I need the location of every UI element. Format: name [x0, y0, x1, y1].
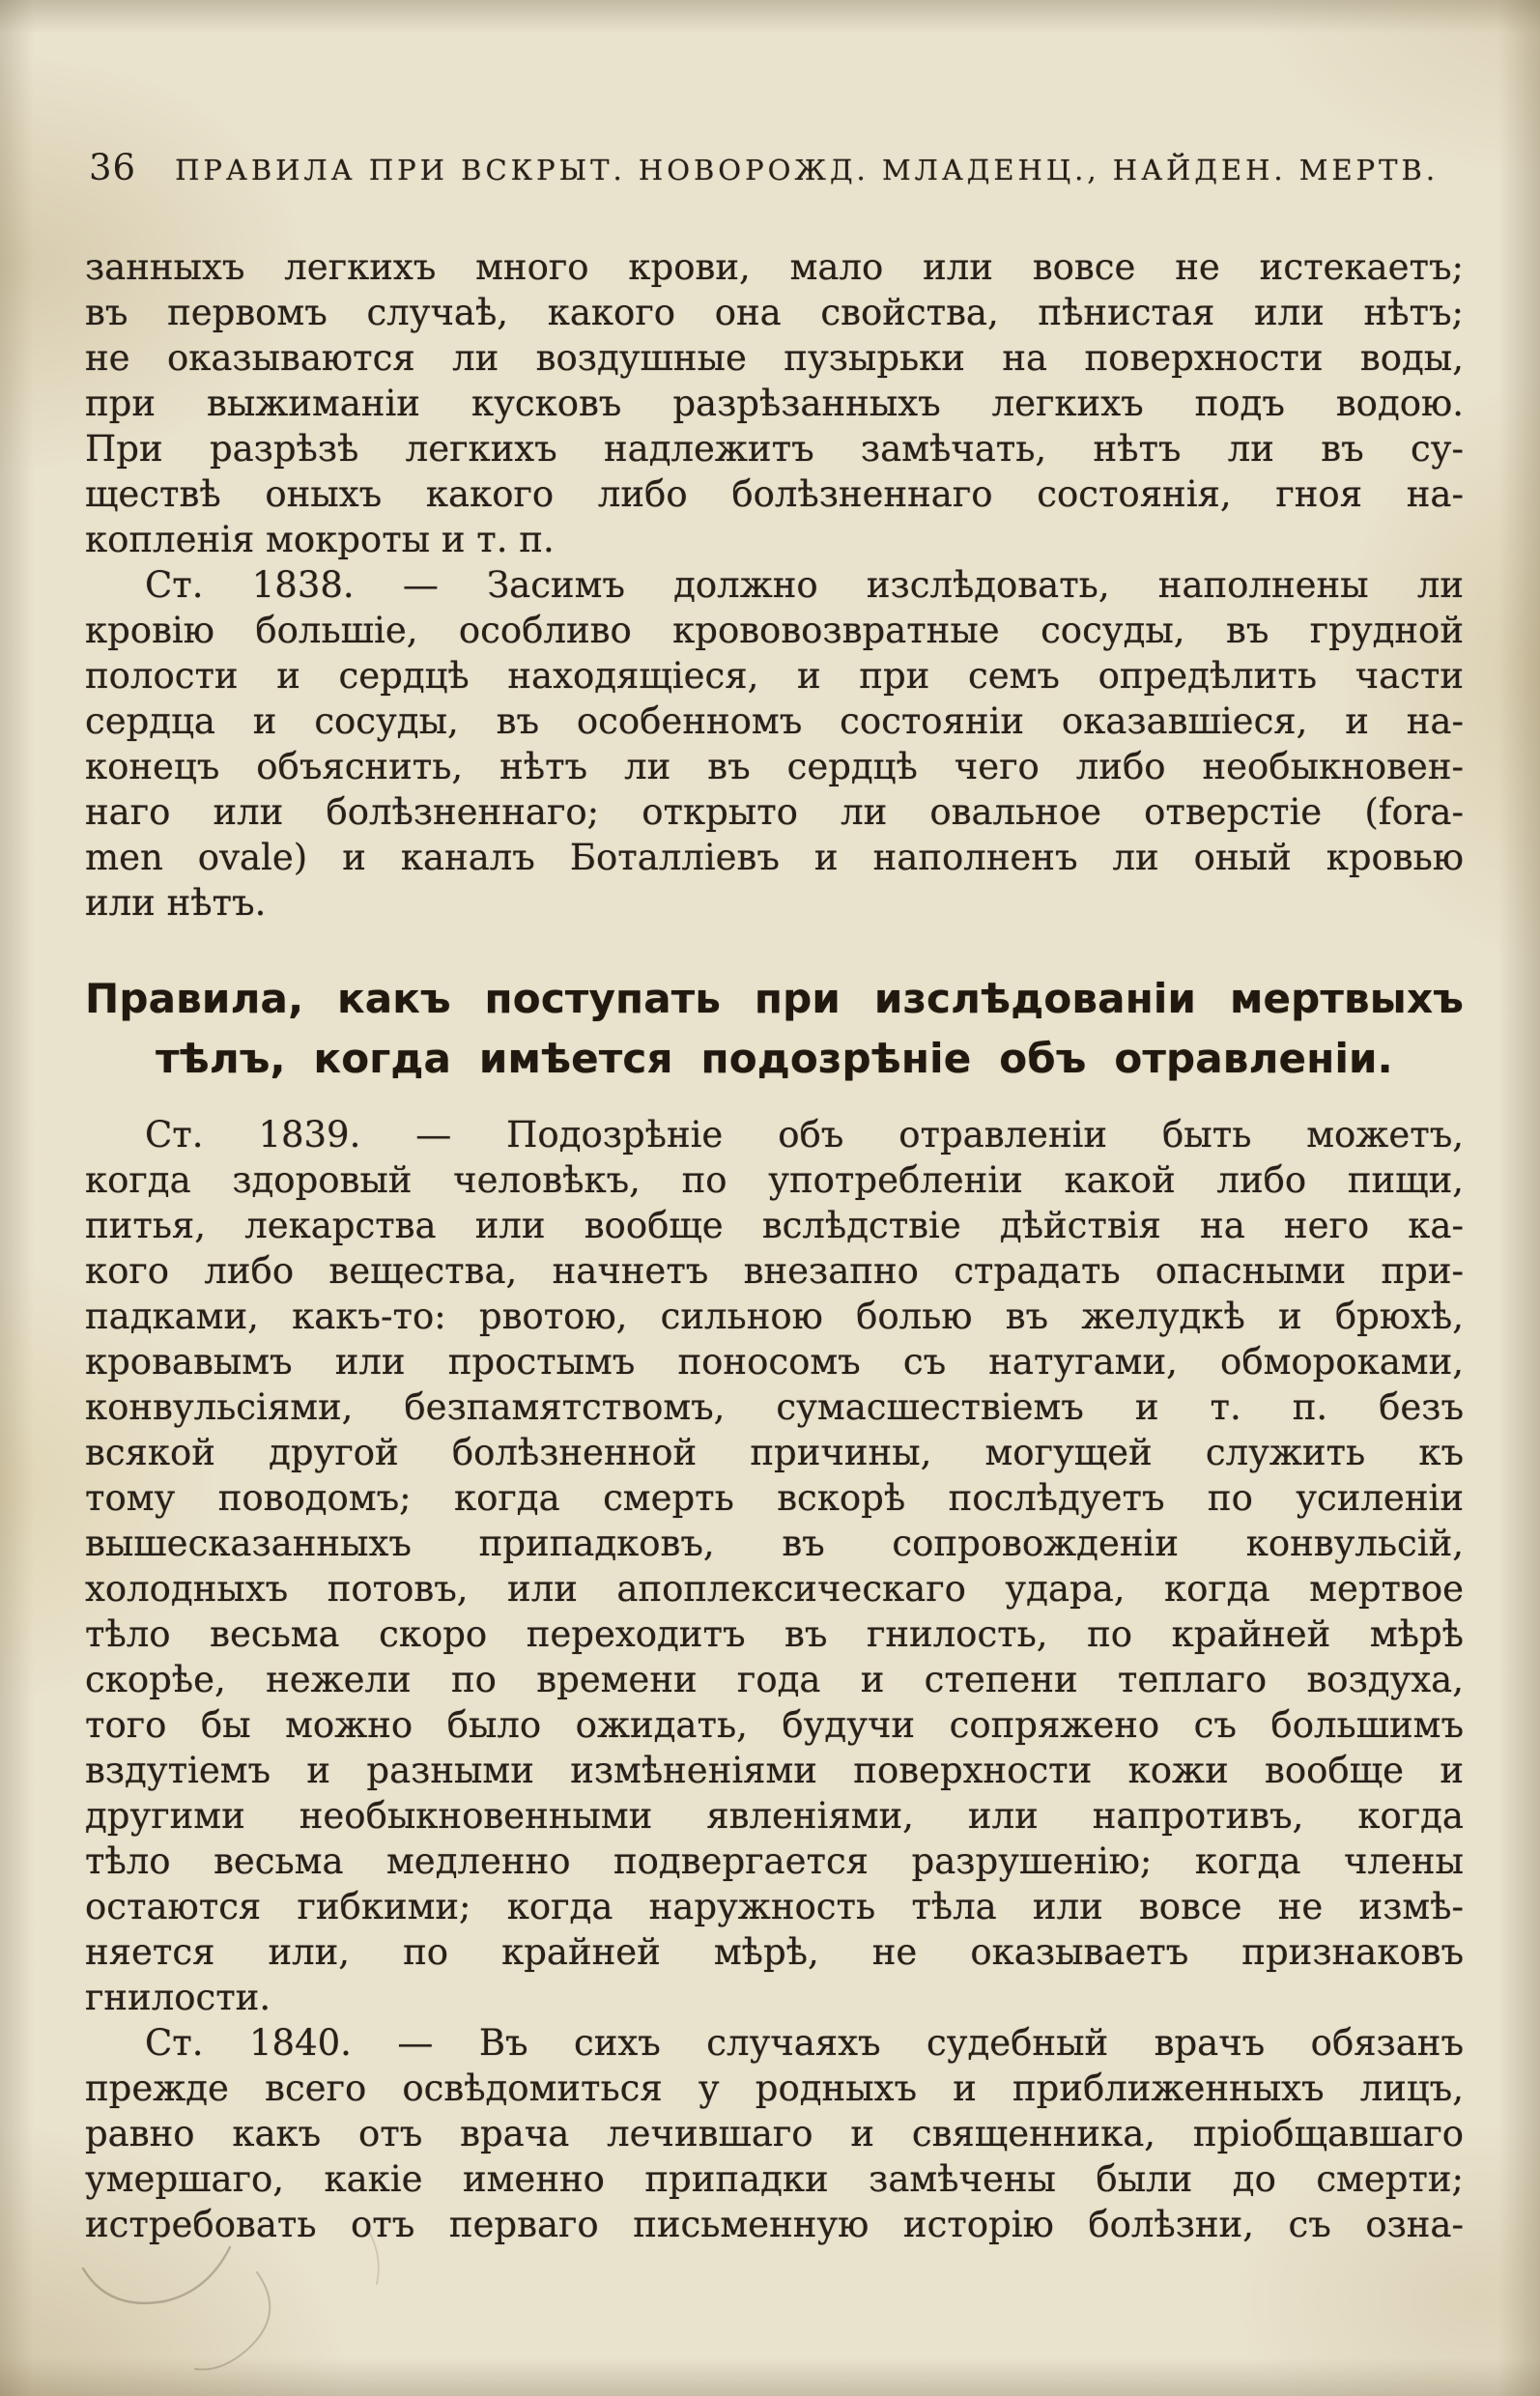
text-line: конецъ объяснить, нѣтъ ли въ сердцѣ чего либо необыкновен- — [85, 746, 1464, 787]
text-line: при выжиманіи кусковъ разрѣзанныхъ легкихъ подъ водою. — [85, 383, 1464, 424]
page-number: 36 — [89, 147, 137, 188]
running-head-title: ПРАВИЛА ПРИ ВСКРЫТ. НОВОРОЖД. МЛАДЕНЦ., НАЙДЕН. МЕРТВ. — [175, 154, 1440, 186]
text-line: При разрѣзѣ легкихъ надлежитъ замѣчать, нѣтъ ли въ су- — [85, 428, 1464, 470]
text-line: другими необыкновенными явленіями, или напротивъ, когда — [85, 1795, 1464, 1837]
text-line: кровавымъ или простымъ поносомъ съ натугами, обмороками, — [85, 1341, 1464, 1383]
text-line: наго или болѣзненнаго; открыто ли овальное отверстіе (fora- — [85, 791, 1464, 833]
paragraph — [85, 244, 1464, 562]
text-line: умершаго, какіе именно припадки замѣчены были до смерти; — [85, 2158, 1464, 2200]
text-line: питья, лекарства или вообще вслѣдствіе дѣйствія на него ка- — [85, 1205, 1464, 1246]
running-head — [89, 147, 1465, 188]
text-line: конвульсіями, безпамятствомъ, сумасшествіемъ и т. п. безъ — [85, 1386, 1464, 1428]
text-line: копленія мокроты и т. п. — [85, 519, 555, 560]
text-line: равно какъ отъ врача лечившаго и священника, пріобщавшаго — [85, 2113, 1464, 2154]
text-line: кого либо вещества, начнетъ внезапно страдать опасными при- — [85, 1250, 1464, 1292]
text-line: холодныхъ потовъ, или апоплексическаго удара, когда мертвое — [85, 1568, 1464, 1610]
pencil-marks — [58, 2212, 599, 2396]
text-line: тѣло весьма медленно подвергается разрушенію; когда члены — [85, 1840, 1464, 1882]
section-heading — [85, 969, 1464, 1089]
text-line: прежде всего освѣдомиться у родныхъ и приближенныхъ лицъ, — [85, 2068, 1464, 2109]
text-line: ществѣ оныхъ какого либо болѣзненнаго состоянія, гноя на- — [85, 473, 1464, 515]
text-line: няется или, по крайней мѣрѣ, не оказываетъ признаковъ — [85, 1931, 1464, 1973]
text-line: того бы можно было ожидать, будучи сопряжено съ большимъ — [85, 1704, 1464, 1746]
paragraph — [85, 1112, 1464, 2020]
heading-line: Правила, какъ поступать при изслѣдованіи мертвыхъ — [85, 975, 1464, 1022]
text-line: всякой другой болѣзненной причины, могущей служить къ — [85, 1432, 1464, 1473]
paragraph — [85, 562, 1464, 926]
text-line: скорѣе, нежели по времени года и степени теплаго воздуха, — [85, 1659, 1464, 1700]
text-line: тѣло весьма скоро переходитъ въ гнилость, по крайней мѣрѣ — [85, 1613, 1464, 1655]
text-line: остаются гибкими; когда наружность тѣла или вовсе не измѣ- — [85, 1886, 1464, 1927]
text-line: вздутіемъ и разными измѣненіями поверхности кожи вообще и — [85, 1750, 1464, 1791]
text-line: падками, какъ-то: рвотою, сильною болью въ желудкѣ и брюхѣ, — [85, 1296, 1464, 1337]
heading-line: тѣлъ, когда имѣется подозрѣніе объ отравленіи. — [156, 1035, 1393, 1082]
text-line: вышесказанныхъ припадковъ, въ сопровожденіи конвульсій, — [85, 1523, 1464, 1564]
text-body — [85, 244, 1464, 2247]
text-line: тому поводомъ; когда смерть вскорѣ послѣдуетъ по усиленіи — [85, 1477, 1464, 1519]
text-line: Ст. 1839. — Подозрѣніе объ отравленіи быть можетъ, — [145, 1114, 1464, 1155]
text-line: когда здоровый человѣкъ, по употребленіи какой либо пищи, — [85, 1159, 1464, 1201]
text-line: men ovale) и каналъ Боталліевъ и наполненъ ли оный кровью — [85, 837, 1464, 878]
text-line: или нѣтъ. — [85, 882, 267, 924]
text-line: не оказываются ли воздушные пузырьки на поверхности воды, — [85, 337, 1464, 379]
text-line: гнилости. — [85, 1977, 271, 2018]
text-line: кровію большіе, особливо крововозвратные сосуды, въ грудной — [85, 610, 1464, 651]
text-line: полости и сердцѣ находящіеся, и при семъ опредѣлить части — [85, 655, 1464, 697]
text-line: истребовать отъ перваго письменную исторію болѣзни, съ озна- — [85, 2204, 1464, 2245]
text-line: сердца и сосуды, въ особенномъ состояніи оказавшіеся, и на- — [85, 700, 1464, 742]
text-line: занныхъ легкихъ много крови, мало или вовсе не истекаетъ; — [85, 246, 1464, 288]
text-line: Ст. 1840. — Въ сихъ случаяхъ судебный врачъ обязанъ — [145, 2022, 1464, 2064]
text-line: въ первомъ случаѣ, какого она свойства, пѣнистая или нѣтъ; — [85, 292, 1464, 333]
text-line: Ст. 1838. — Засимъ должно изслѣдовать, наполнены ли — [145, 564, 1464, 606]
